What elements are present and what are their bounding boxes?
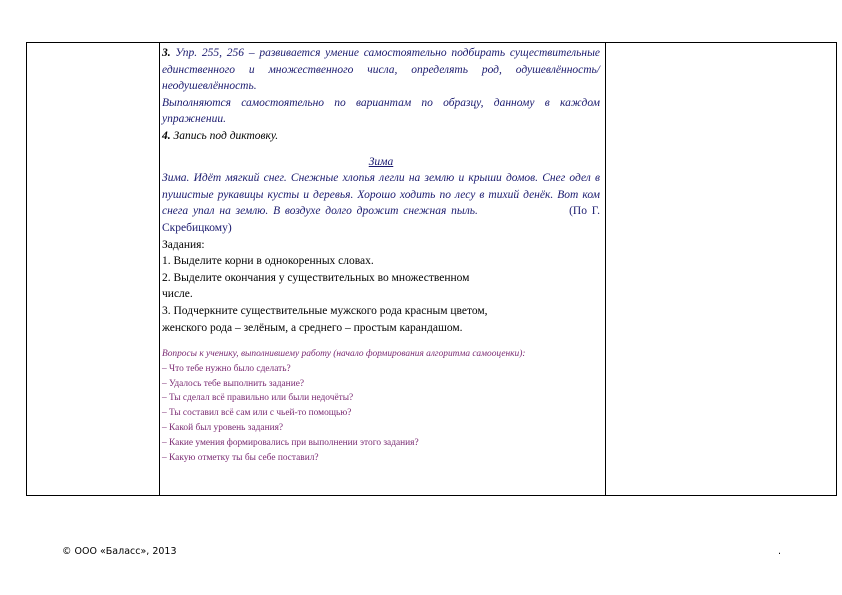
task-item: 3. Подчеркните существительные мужского рода красным цветом,: [162, 304, 488, 317]
column-divider: [159, 43, 160, 495]
question-item: – Ты сделал всё правильно или были недочёты?: [162, 393, 354, 404]
tasks-heading: Задания:: [162, 238, 205, 251]
task-item: 2. Выделите окончания у существительных во множественном: [162, 271, 470, 284]
dictation-author: (По Г. Скребицкому): [162, 205, 601, 234]
footer-dot: .: [778, 546, 782, 557]
column-divider: [605, 43, 606, 495]
copyright-footer: © ООО «Баласс», 2013: [62, 546, 177, 557]
exercise-item-4: 4. Запись под диктовку.: [162, 129, 279, 142]
lesson-table: [26, 42, 837, 496]
dictation-title: Зима: [368, 155, 394, 168]
question-item: – Какие умения формировались при выполнении этого задания?: [162, 437, 419, 448]
question-item: – Какой был уровень задания?: [162, 423, 284, 434]
question-item: – Удалось тебе выполнить задание?: [162, 378, 305, 389]
exercise-item-3: 3. Упр. 255, 256 – развивается умение самостоятельно подбирать существительные единственного и множественного числа, определять род, одушевлённость/неодушевлённость.: [162, 47, 600, 93]
question-item: – Какую отметку ты бы себе поставил?: [162, 452, 319, 463]
task-item: 1. Выделите корни в однокоренных словах.: [162, 255, 374, 268]
question-item: – Ты составил всё сам или с чьей-то помощью?: [162, 408, 352, 419]
question-item: – Что тебе нужно было сделать?: [162, 363, 291, 374]
exercise-item-3-note: Выполняются самостоятельно по вариантам по образцу, данному в каждом упражнении.: [162, 96, 600, 126]
questions-heading: Вопросы к ученику, выполнившему работу (начало формирования алгоритма самооценки):: [162, 349, 526, 360]
lesson-content-cell: [162, 45, 600, 465]
tasks-list: [162, 237, 600, 337]
dictation-text: Зима. Идёт мягкий снег. Снежные хлопья легли на землю и крыши домов. Снег одел в пушистые рукавицы кусты и деревья. Хорошо ходить по лесу в тихий денёк. Вот ком снега упал на землю. В воздухе долго дрожит снежная пыль. (По Г. Скребицкому): [162, 172, 601, 234]
task-item-continued: женского рода – зелёным, а среднего – простым карандашом.: [162, 321, 463, 334]
task-item-continued: числе.: [162, 288, 193, 301]
self-assessment-questions: [162, 347, 600, 465]
